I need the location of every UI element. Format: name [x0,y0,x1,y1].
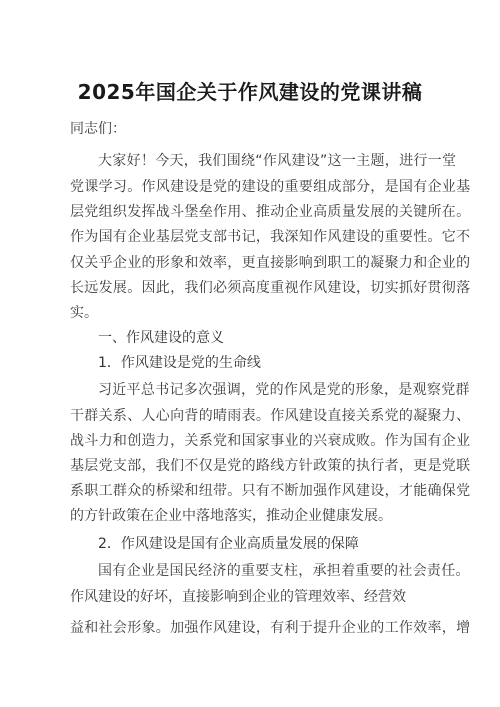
paragraph-line: 干群关系、人心向背的晴雨表。作风建设直接关系党的凝聚力、 [70,408,471,424]
paragraph-line: 层党组织发挥战斗堡垒作用、推动企业高质量发展的关键所在。 [70,204,471,220]
paragraph-line: 基层党支部，我们不仅是党的路线方针政策的执行者，更是党联 [70,458,471,474]
paragraph-line: 作为国有企业基层党支部书记，我深知作风建设的重要性。它不 [70,229,471,245]
subsection-heading: 1．作风建设是党的生命线 [98,355,261,371]
paragraph-line: 系职工群众的桥梁和纽带。只有不断加强作风建设，才能确保党 [70,483,471,499]
subsection-heading: 2．作风建设是国有企业高质量发展的保障 [98,536,359,552]
paragraph-line: 大家好！今天，我们围绕“作风建设”这一主题，进行一堂 [98,153,457,169]
paragraph-line: 实。 [70,305,98,321]
salutation: 同志们： [70,121,126,137]
paragraph-line: 仅关乎企业的形象和效率，更直接影响到职工的凝聚力和企业的 [70,255,471,271]
paragraph-line: 习近平总书记多次强调，党的作风是党的形象，是观察党群 [98,382,470,398]
document-title: 2025年国企关于作风建设的党课讲稿 [77,80,423,104]
paragraph-line: 国有企业是国民经济的重要支柱，承担着重要的社会责任。 [98,563,470,579]
section-heading: 一、作风建设的意义 [98,330,224,346]
paragraph-line: 长远发展。因此，我们必须高度重视作风建设，切实抓好贯彻落 [70,280,471,296]
paragraph-line: 作风建设的好坏，直接影响到企业的管理效率、经营效 [70,589,406,605]
paragraph-line: 党课学习。作风建设是党的建设的重要组成部分，是国有企业基 [70,179,471,195]
paragraph-line: 的方针政策在企业中落地落实，推动企业健康发展。 [70,508,392,524]
paragraph-line: 益和社会形象。加强作风建设，有利于提升企业的工作效率，增 [70,620,471,636]
paragraph-line: 战斗力和创造力，关系党和国家事业的兴衰成败。作为国有企业 [70,433,471,449]
